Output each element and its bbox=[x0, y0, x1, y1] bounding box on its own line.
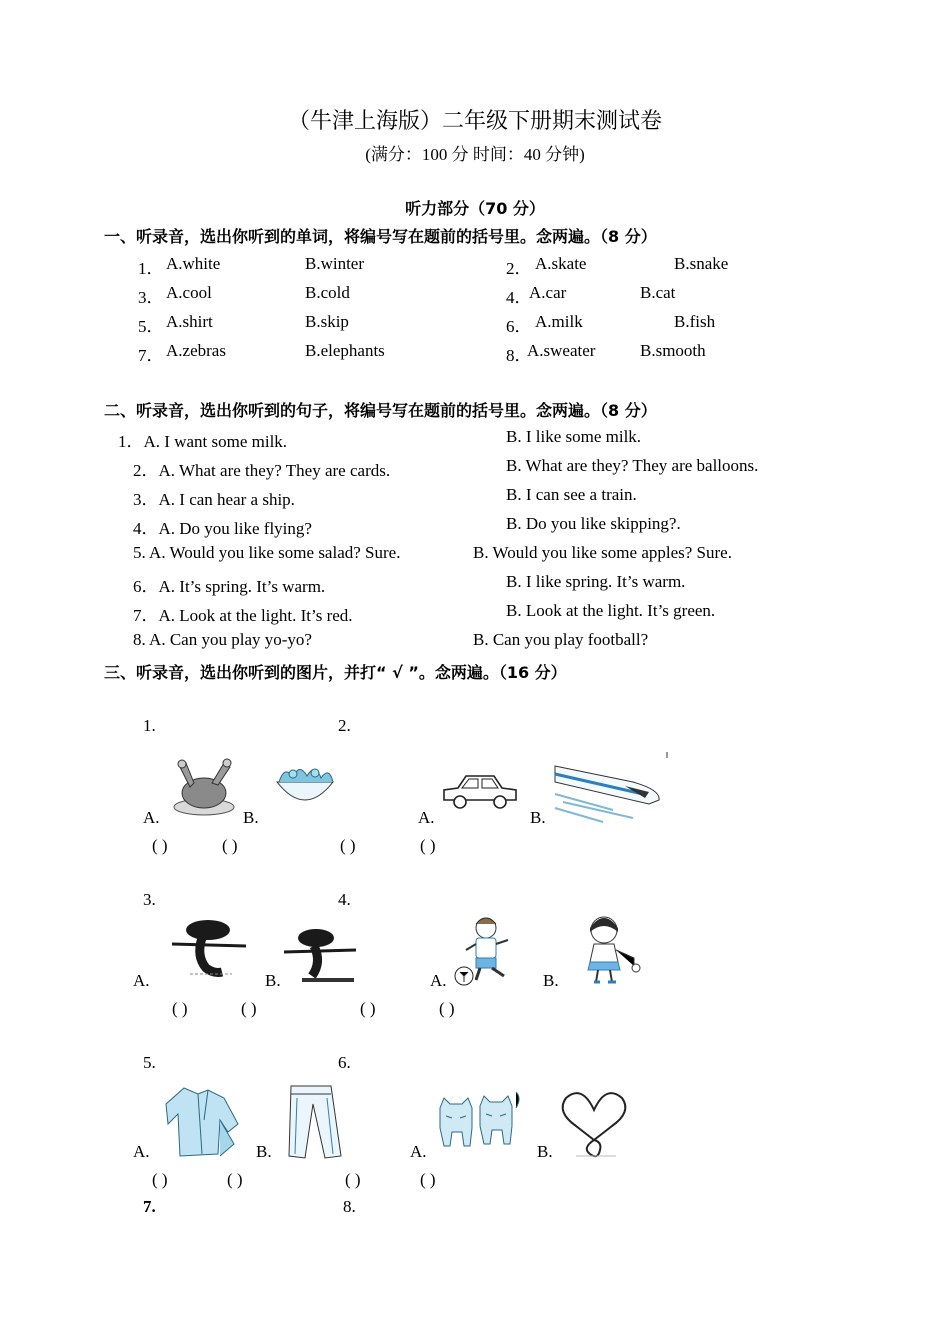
s2-item-2-a: 2．A. What are they? They are cards. bbox=[133, 461, 391, 480]
s1-item-2-a: A.skate bbox=[535, 254, 587, 273]
jacket-image bbox=[164, 1084, 244, 1160]
car-image bbox=[440, 770, 520, 814]
s1-item-6-a: A.milk bbox=[535, 312, 583, 331]
snakes-heart-image bbox=[556, 1084, 632, 1160]
q1-number: 1. bbox=[143, 716, 156, 735]
roast-chicken-image bbox=[172, 755, 236, 817]
s2-item-2-b: B. What are they? They are balloons. bbox=[506, 456, 759, 475]
s2-item-8-b: B. Can you play football? bbox=[473, 630, 649, 649]
q5-number: 5. bbox=[143, 1053, 156, 1072]
q3-answer-b[interactable]: ( ) bbox=[241, 999, 257, 1018]
q3-answer-a[interactable]: ( ) bbox=[172, 999, 188, 1018]
s1-item-6-num: 6． bbox=[506, 317, 532, 336]
s1-item-2-num: 2． bbox=[506, 259, 532, 278]
s2-item-7-b: B. Look at the light. It’s green. bbox=[506, 601, 716, 620]
q6-number: 6. bbox=[338, 1053, 351, 1072]
page-title: （牛津上海版）二年级下册期末测试卷 bbox=[287, 109, 662, 134]
traffic-light-image-b bbox=[282, 926, 358, 986]
q6-answer-b[interactable]: ( ) bbox=[420, 1170, 436, 1189]
boy-football-image bbox=[452, 914, 522, 988]
bullet-train-image bbox=[553, 752, 669, 824]
q4-number: 4. bbox=[338, 890, 351, 909]
q3-label-b: B. bbox=[265, 971, 281, 990]
s2-item-8-a: 8. A. Can you play yo-yo? bbox=[133, 630, 312, 649]
s1-item-1-num: 1． bbox=[138, 259, 164, 278]
s1-item-4-a: A.car bbox=[529, 283, 567, 302]
s2-item-6-b: B. I like spring. It’s warm. bbox=[506, 572, 686, 591]
listening-part-heading: 听力部分（70 分） bbox=[405, 199, 545, 218]
s2-item-5-a: 5. A. Would you like some salad? Sure. bbox=[133, 543, 401, 562]
tigers-image bbox=[436, 1088, 522, 1152]
s1-item-5-a: A.shirt bbox=[166, 312, 213, 331]
s2-item-3-b: B. I can see a train. bbox=[506, 485, 637, 504]
q4-label-b: B. bbox=[543, 971, 559, 990]
q1-label-b: B. bbox=[243, 808, 259, 827]
q2-label-a: A. bbox=[418, 808, 435, 827]
s1-item-2-b: B.snake bbox=[674, 254, 729, 273]
s1-item-8-b: B.smooth bbox=[640, 341, 706, 360]
girl-yoyo-image bbox=[574, 912, 654, 988]
traffic-light-image-a bbox=[170, 916, 250, 980]
q3-label-a: A. bbox=[133, 971, 150, 990]
s1-item-4-num: 4． bbox=[506, 288, 532, 307]
q6-label-b: B. bbox=[537, 1142, 553, 1161]
s1-item-8-num: 8． bbox=[506, 346, 532, 365]
s1-item-1-a: A.white bbox=[166, 254, 221, 273]
section-2-heading: 二、听录音，选出你听到的句子，将编号写在题前的括号里。念两遍。（8 分） bbox=[104, 401, 657, 420]
s2-item-5-b: B. Would you like some apples? Sure. bbox=[473, 543, 732, 562]
s2-item-4-b: B. Do you like skipping?. bbox=[506, 514, 681, 533]
q6-label-a: A. bbox=[410, 1142, 427, 1161]
q6-answer-a[interactable]: ( ) bbox=[345, 1170, 361, 1189]
s2-item-6-a: 6．A. It’s spring. It’s warm. bbox=[133, 577, 326, 596]
s1-item-7-a: A.zebras bbox=[166, 341, 226, 360]
q1-answer-a[interactable]: ( ) bbox=[152, 836, 168, 855]
salad-bowl-image bbox=[273, 760, 337, 812]
q4-answer-a[interactable]: ( ) bbox=[360, 999, 376, 1018]
s1-item-7-num: 7． bbox=[138, 346, 164, 365]
q2-answer-a[interactable]: ( ) bbox=[340, 836, 356, 855]
s2-item-1-b: B. I like some milk. bbox=[506, 427, 642, 446]
q7-number: 7. bbox=[143, 1197, 156, 1216]
q8-number: 8. bbox=[343, 1197, 356, 1216]
s1-item-5-b: B.skip bbox=[305, 312, 349, 331]
q2-label-b: B. bbox=[530, 808, 546, 827]
s2-item-4-a: 4．A. Do you like flying? bbox=[133, 519, 312, 538]
q4-answer-b[interactable]: ( ) bbox=[439, 999, 455, 1018]
s2-item-3-a: 3．A. I can hear a ship. bbox=[133, 490, 295, 509]
q4-label-a: A. bbox=[430, 971, 447, 990]
s1-item-5-num: 5． bbox=[138, 317, 164, 336]
section-3-heading: 三、听录音，选出你听到的图片，并打“ √ ”。念两遍。（16 分） bbox=[104, 663, 567, 682]
s1-item-8-a: A.sweater bbox=[527, 341, 596, 360]
q5-answer-a[interactable]: ( ) bbox=[152, 1170, 168, 1189]
trousers-image bbox=[285, 1084, 343, 1160]
s1-item-4-b: B.cat bbox=[640, 283, 676, 302]
s1-item-3-b: B.cold bbox=[305, 283, 350, 302]
q2-number: 2. bbox=[338, 716, 351, 735]
s1-item-6-b: B.fish bbox=[674, 312, 716, 331]
q5-label-b: B. bbox=[256, 1142, 272, 1161]
q3-number: 3. bbox=[143, 890, 156, 909]
q5-label-a: A. bbox=[133, 1142, 150, 1161]
q2-answer-b[interactable]: ( ) bbox=[420, 836, 436, 855]
s1-item-3-num: 3． bbox=[138, 288, 164, 307]
q1-answer-b[interactable]: ( ) bbox=[222, 836, 238, 855]
q1-label-a: A. bbox=[143, 808, 160, 827]
s2-item-1-a: 1．A. I want some milk. bbox=[118, 432, 288, 451]
s1-item-3-a: A.cool bbox=[166, 283, 212, 302]
q5-answer-b[interactable]: ( ) bbox=[227, 1170, 243, 1189]
score-time-info: (满分：100 分 时间：40 分钟) bbox=[365, 145, 585, 164]
section-1-heading: 一、听录音，选出你听到的单词，将编号写在题前的括号里。念两遍。（8 分） bbox=[104, 227, 657, 246]
s1-item-7-b: B.elephants bbox=[305, 341, 385, 360]
s2-item-7-a: 7．A. Look at the light. It’s red. bbox=[133, 606, 353, 625]
s1-item-1-b: B.winter bbox=[305, 254, 365, 273]
